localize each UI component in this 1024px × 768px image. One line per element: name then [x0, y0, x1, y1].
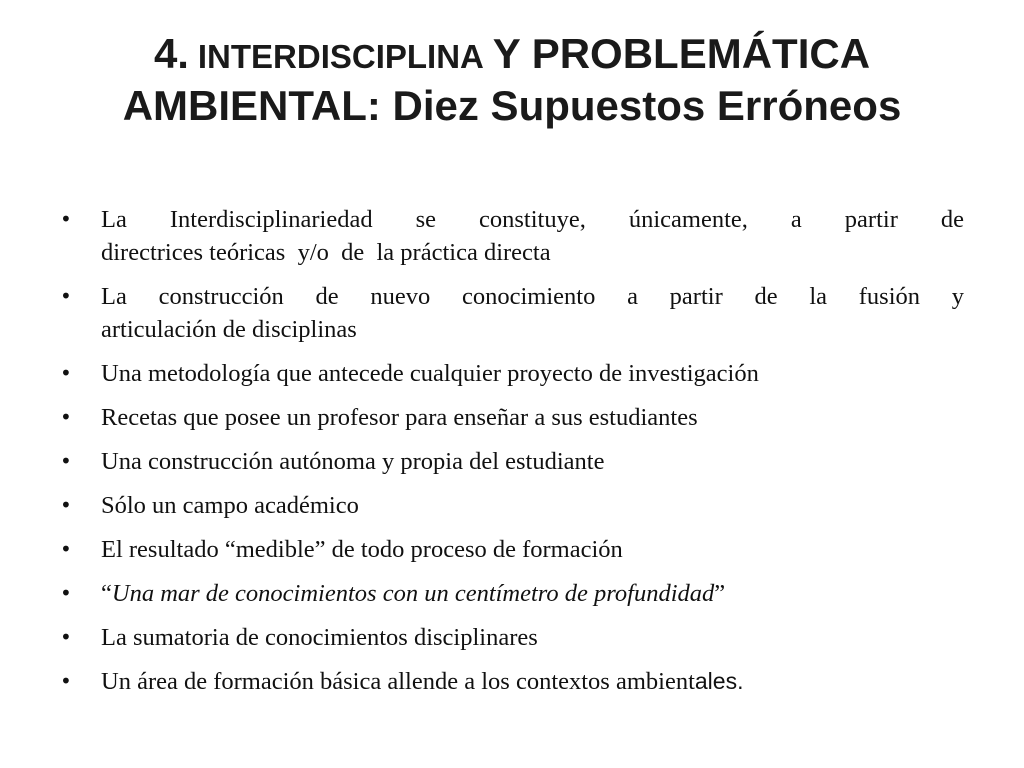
list-item	[60, 621, 964, 654]
title-part-1: INTERDISCIPLINA	[197, 38, 484, 75]
list-item	[60, 401, 964, 434]
bullet-icon: •	[60, 581, 72, 605]
bullet-icon: •	[60, 405, 72, 429]
bullet-icon: •	[60, 537, 72, 561]
title-number: 4.	[153, 30, 189, 77]
bullet-list	[60, 203, 964, 709]
bullet-text-main: Un área de formación básica allende a los contextos ambient	[101, 668, 695, 695]
bullet-icon: •	[60, 361, 72, 385]
bullet-icon: •	[60, 449, 72, 473]
bullet-text: Sólo un campo académico	[101, 492, 359, 519]
title-part-2: Y PROBLEMÁTICA	[492, 30, 871, 77]
bullet-icon: •	[60, 669, 72, 693]
list-item	[60, 445, 964, 478]
list-item	[60, 577, 964, 610]
list-item	[60, 280, 964, 346]
bullet-icon: •	[60, 284, 72, 308]
page-title	[40, 28, 984, 132]
bullet-text-line-2: articulación de disciplinas	[101, 316, 357, 343]
bullet-text: Una construcción autónoma y propia del estudiante	[101, 448, 605, 475]
bullet-icon: •	[60, 207, 72, 231]
bullet-text: Recetas que posee un profesor para enseñar a sus estudiantes	[101, 404, 698, 431]
bullet-text-tail: ales.	[694, 668, 744, 694]
open-quote: “	[101, 580, 112, 607]
bullet-text: El resultado “medible” de todo proceso de formación	[101, 536, 623, 563]
bullet-text: Una metodología que antecede cualquier proyecto de investigación	[101, 360, 759, 387]
title-line-1	[40, 28, 984, 80]
bullet-text: La sumatoria de conocimientos disciplinares	[101, 624, 538, 651]
bullet-text-line-2: directrices teóricas y/o de la práctica directa	[101, 239, 551, 266]
bullet-text-line-1: La construcción de nuevo conocimiento a partir de la fusión y	[101, 283, 964, 310]
list-item	[60, 665, 964, 698]
bullet-icon: •	[60, 625, 72, 649]
bullet-text	[101, 577, 964, 610]
close-quote: ”	[714, 580, 726, 607]
list-item	[60, 489, 964, 522]
list-item	[60, 203, 964, 269]
bullet-text-line-1: La Interdisciplinariedad se constituye, únicamente, a partir de	[101, 206, 964, 233]
list-item	[60, 357, 964, 390]
list-item	[60, 533, 964, 566]
bullet-icon: •	[60, 493, 72, 517]
title-line-2: AMBIENTAL: Diez Supuestos Erróneos	[122, 82, 902, 130]
bullet-text	[101, 665, 964, 698]
italic-quote-text: Una mar de conocimientos con un centímetro de profundidad	[111, 580, 715, 607]
